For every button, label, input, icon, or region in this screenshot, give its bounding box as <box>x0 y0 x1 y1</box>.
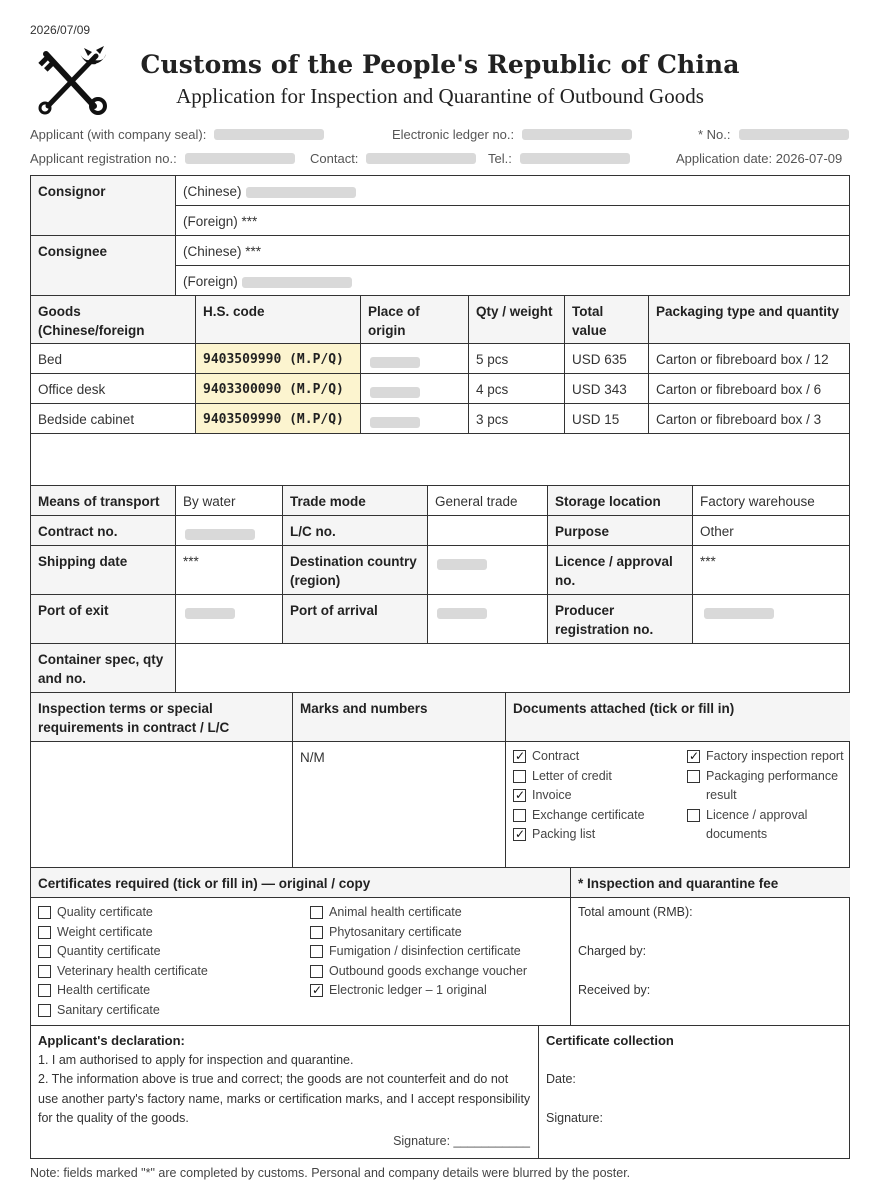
checkbox[interactable] <box>38 984 51 997</box>
checkbox[interactable] <box>513 750 526 763</box>
goods-row-1-origin <box>361 344 469 374</box>
goods-row-2-hs: 9403300090 (M.P/Q) <box>196 374 361 404</box>
goods-header-packaging: Packaging type and quantity <box>649 296 850 344</box>
fee-total-label: Total amount (RMB): <box>578 905 693 919</box>
meta-row-2 <box>30 151 850 167</box>
blurred-value <box>185 529 255 540</box>
tel-field: Tel.: <box>488 151 630 166</box>
checkbox[interactable] <box>38 945 51 958</box>
goods-row-2-value: USD 343 <box>565 374 649 404</box>
collection-signature-label: Signature: <box>546 1111 603 1125</box>
goods-row-1-name: Bed <box>31 344 196 374</box>
certificates-area <box>31 898 571 1026</box>
registration-field: Applicant registration no.: <box>30 151 295 166</box>
doc-invoice[interactable]: ✓ Invoice <box>513 786 681 806</box>
means-value: By water <box>176 486 283 516</box>
collection-area <box>539 1026 850 1159</box>
certificates-label: Certificates required (tick or fill in) — original / copy <box>31 868 571 898</box>
doc-exchange-certificate[interactable]: Exchange certificate <box>513 806 681 826</box>
port-exit-label: Port of exit <box>31 595 176 644</box>
fee-received-label: Received by: <box>578 983 651 997</box>
contact-field: Contact: <box>310 151 476 166</box>
destination-label: Destination country (region) <box>283 546 428 595</box>
collection-date-label: Date: <box>546 1072 576 1086</box>
doc-licence-approval[interactable]: Licence / approval documents <box>687 806 845 845</box>
contract-label: Contract no. <box>31 516 176 546</box>
checkbox[interactable] <box>687 809 700 822</box>
cert-animal-health[interactable]: Animal health certificate <box>310 903 568 923</box>
doc-packaging-performance[interactable]: Packaging performance result <box>687 767 845 806</box>
application-form-grid <box>30 175 850 1159</box>
shipping-date-value: *** <box>176 546 283 595</box>
blurred-value <box>520 153 630 164</box>
blurred-value <box>704 608 774 619</box>
number-field: * No.: <box>698 127 849 142</box>
goods-row-3-qty: 3 pcs <box>469 404 565 434</box>
goods-row-3-hs: 9403509990 (M.P/Q) <box>196 404 361 434</box>
lc-value <box>428 516 548 546</box>
goods-row-3-value: USD 15 <box>565 404 649 434</box>
checkbox[interactable] <box>513 770 526 783</box>
fee-label: * Inspection and quarantine fee <box>571 868 850 898</box>
shipping-date-label: Shipping date <box>31 546 176 595</box>
blurred-value <box>366 153 476 164</box>
form-subtitle: Application for Inspection and Quarantine of Outbound Goods <box>176 84 704 108</box>
cert-fumigation[interactable]: Fumigation / disinfection certificate <box>310 942 568 962</box>
doc-factory-inspection[interactable]: ✓ Factory inspection report <box>687 747 845 767</box>
goods-header-hs: H.S. code <box>196 296 361 344</box>
purpose-value: Other <box>693 516 850 546</box>
consignee-foreign: (Foreign) <box>176 266 850 296</box>
inspection-terms-value <box>31 742 293 868</box>
cert-phytosanitary[interactable]: Phytosanitary certificate <box>310 923 568 943</box>
cert-electronic-ledger[interactable]: ✓ Electronic ledger – 1 original <box>310 981 568 1001</box>
cert-weight[interactable]: Weight certificate <box>38 923 304 943</box>
meta-row-1 <box>30 127 850 143</box>
application-date-field: Application date: 2026-07-09 <box>676 151 843 166</box>
blurred-value <box>370 417 420 428</box>
blurred-value <box>437 559 487 570</box>
blurred-value <box>739 129 849 140</box>
goods-header-value: Total value <box>565 296 649 344</box>
blurred-value <box>185 608 235 619</box>
documents-attached-area <box>506 742 850 868</box>
certificates-right-list <box>310 903 568 1001</box>
checkbox[interactable] <box>513 809 526 822</box>
port-exit-value <box>176 595 283 644</box>
container-label: Container spec, qty and no. <box>31 644 176 693</box>
cert-sanitary[interactable]: Sanitary certificate <box>38 1001 304 1021</box>
form-title: Customs of the People's Republic of China <box>140 50 740 79</box>
checkbox[interactable] <box>310 965 323 978</box>
lc-label: L/C no. <box>283 516 428 546</box>
consignee-chinese: (Chinese) *** <box>176 236 850 266</box>
cert-veterinary[interactable]: Veterinary health certificate <box>38 962 304 982</box>
storage-value: Factory warehouse <box>693 486 850 516</box>
declaration-label: Applicant's declaration: <box>38 1033 185 1048</box>
port-arrival-value <box>428 595 548 644</box>
cert-health[interactable]: Health certificate <box>38 981 304 1001</box>
checkbox[interactable] <box>513 789 526 802</box>
port-arrival-label: Port of arrival <box>283 595 428 644</box>
goods-row-2-packaging: Carton or fibreboard box / 6 <box>649 374 850 404</box>
blurred-value <box>185 153 295 164</box>
documents-right-list <box>687 747 845 845</box>
goods-row-2-origin <box>361 374 469 404</box>
ledger-field: Electronic ledger no.: <box>392 127 632 142</box>
cert-quantity[interactable]: Quantity certificate <box>38 942 304 962</box>
checkbox[interactable] <box>38 926 51 939</box>
goods-row-1-qty: 5 pcs <box>469 344 565 374</box>
fee-area <box>571 898 850 1026</box>
checkbox[interactable] <box>687 770 700 783</box>
producer-value <box>693 595 850 644</box>
goods-header-qty: Qty / weight <box>469 296 565 344</box>
fee-charged-label: Charged by: <box>578 944 647 958</box>
certificates-left-list <box>38 903 304 1020</box>
marks-value: N/M <box>293 742 506 868</box>
goods-row-2-qty: 4 pcs <box>469 374 565 404</box>
producer-label: Producer registration no. <box>548 595 693 644</box>
consignee-label: Consignee <box>31 236 176 296</box>
declaration-line-2: 2. The information above is true and correct; the goods are not counterfeit and do not use another party's factory name, marks or certification marks, and I accept responsibility for the quality of the goods. <box>38 1072 531 1125</box>
blurred-value <box>522 129 632 140</box>
means-label: Means of transport <box>31 486 176 516</box>
inspection-terms-label: Inspection terms or special requirements in contract / L/C <box>31 693 293 742</box>
goods-row-3-name: Bedside cabinet <box>31 404 196 434</box>
trade-value: General trade <box>428 486 548 516</box>
trade-label: Trade mode <box>283 486 428 516</box>
checkbox[interactable] <box>310 945 323 958</box>
checkbox[interactable] <box>38 906 51 919</box>
blurred-value <box>246 187 356 198</box>
licence-label: Licence / approval no. <box>548 546 693 595</box>
consignor-label: Consignor <box>31 176 176 236</box>
blurred-value <box>437 608 487 619</box>
cert-exchange-voucher[interactable]: Outbound goods exchange voucher <box>310 962 568 982</box>
doc-letter-of-credit[interactable]: Letter of credit <box>513 767 681 787</box>
blurred-value <box>242 277 352 288</box>
container-value <box>176 644 850 693</box>
marks-label: Marks and numbers <box>293 693 506 742</box>
checkbox[interactable] <box>310 984 323 997</box>
consignor-chinese: (Chinese) <box>176 176 850 206</box>
declaration-line-1: 1. I am authorised to apply for inspection and quarantine. <box>38 1052 354 1067</box>
date-stamp: 2026/07/09 <box>30 23 91 37</box>
destination-value <box>428 546 548 595</box>
goods-row-3-origin <box>361 404 469 434</box>
checkbox[interactable] <box>310 906 323 919</box>
collection-label: Certificate collection <box>546 1033 674 1048</box>
goods-row-1-packaging: Carton or fibreboard box / 12 <box>649 344 850 374</box>
blurred-value <box>370 387 420 398</box>
checkbox[interactable] <box>513 828 526 841</box>
goods-row-1-hs: 9403509990 (M.P/Q) <box>196 344 361 374</box>
blurred-value <box>214 129 324 140</box>
goods-row-2-name: Office desk <box>31 374 196 404</box>
goods-header-name: Goods (Chinese/foreign <box>31 296 196 344</box>
checkbox[interactable] <box>38 1004 51 1017</box>
checkbox[interactable] <box>310 926 323 939</box>
documents-label: Documents attached (tick or fill in) <box>506 693 850 742</box>
checkbox[interactable] <box>38 965 51 978</box>
declaration-area <box>31 1026 539 1159</box>
doc-packing-list[interactable]: ✓ Packing list <box>513 825 681 845</box>
goods-row-1-value: USD 635 <box>565 344 649 374</box>
contract-value <box>176 516 283 546</box>
goods-blank-row <box>31 434 850 486</box>
goods-header-origin: Place of origin <box>361 296 469 344</box>
consignor-foreign: (Foreign) *** <box>176 206 850 236</box>
documents-left-list <box>513 747 681 845</box>
blurred-value <box>370 357 420 368</box>
declaration-signature: Signature: ___________ <box>393 1134 530 1148</box>
cert-quality[interactable]: Quality certificate <box>38 903 304 923</box>
doc-contract[interactable]: ✓ Contract <box>513 747 681 767</box>
purpose-label: Purpose <box>548 516 693 546</box>
goods-row-3-packaging: Carton or fibreboard box / 3 <box>649 404 850 434</box>
licence-value: *** <box>693 546 850 595</box>
applicant-field: Applicant (with company seal): <box>30 127 324 142</box>
checkbox[interactable] <box>687 750 700 763</box>
footer-note: Note: fields marked "*" are completed by customs. Personal and company details were blurred by the poster. <box>30 1166 631 1180</box>
storage-label: Storage location <box>548 486 693 516</box>
